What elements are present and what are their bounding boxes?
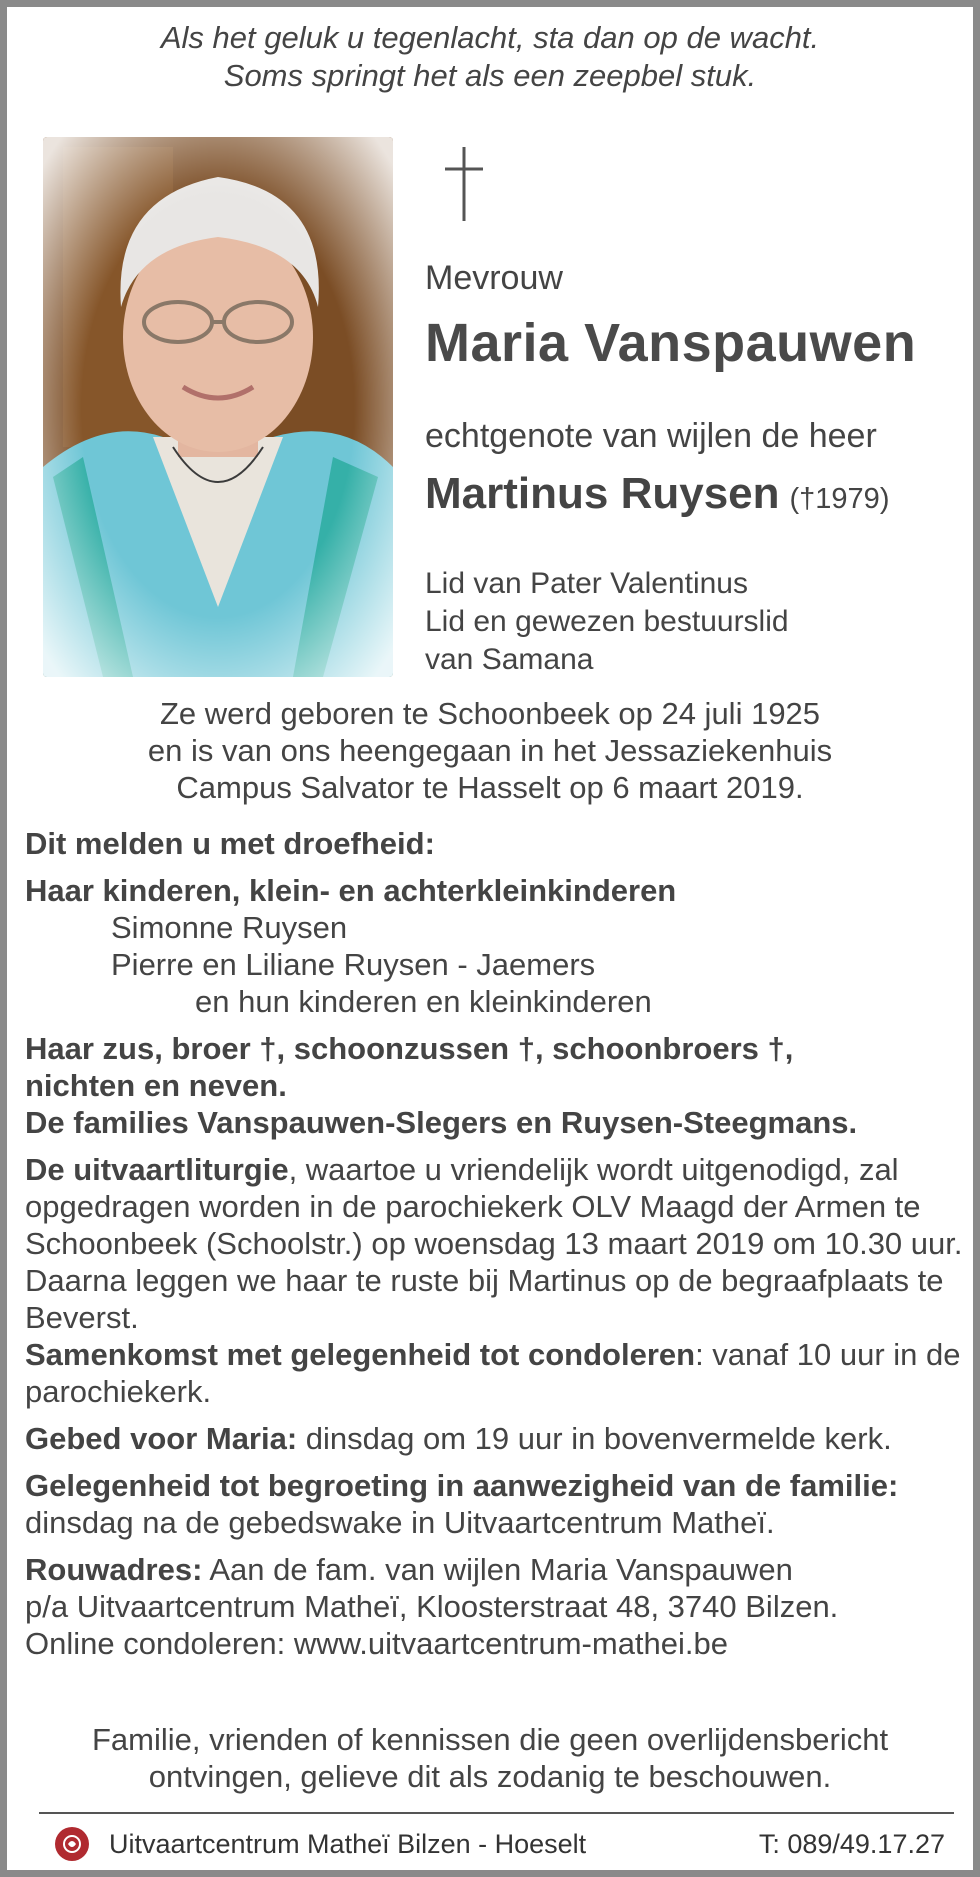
spouse-name: Martinus Ruysen — [425, 469, 780, 518]
birth-line: Ze werd geboren te Schoonbeek op 24 juli 1925 — [159, 696, 821, 731]
grandchildren-line: en hun kinderen en kleinkinderen — [195, 984, 652, 1019]
child-name: Simonne Ruysen — [111, 910, 348, 945]
footer-divider — [39, 1812, 954, 1814]
children-heading: Haar kinderen, klein- en achterkleinkinderen — [25, 873, 677, 908]
family-line: nichten en neven. — [25, 1068, 287, 1103]
portrait-photo — [43, 137, 393, 677]
membership-line: Lid en gewezen bestuurslid — [425, 605, 789, 638]
funeral-lead: De uitvaartliturgie — [25, 1152, 289, 1187]
prayer-text: dinsdag om 19 uur in bovenvermelde kerk. — [297, 1421, 892, 1456]
closing-line: Familie, vrienden of kennissen die geen overlijdensbericht — [91, 1722, 889, 1757]
prayer-paragraph — [25, 1420, 965, 1457]
prayer-lead: Gebed voor Maria: — [25, 1421, 298, 1456]
memberships — [425, 565, 789, 679]
funeral-paragraph — [25, 1151, 965, 1336]
spouse-line — [425, 469, 889, 519]
spouse-year: (†1979) — [789, 483, 890, 515]
deceased-name: Maria Vanspauwen — [425, 313, 917, 373]
quote-line-2: Soms springt het als een zeepbel stuk. — [223, 58, 757, 93]
rose-logo-icon — [55, 1827, 89, 1861]
footer — [55, 1825, 955, 1863]
announcement-body — [25, 825, 965, 1662]
address-text: Aan de fam. van wijlen Maria Vanspauwen — [202, 1552, 793, 1587]
family-line: Haar zus, broer †, schoonzussen †, schoonbroers †, — [25, 1031, 794, 1066]
address-lead: Rouwadres: — [25, 1552, 203, 1587]
condolence-lead: Samenkomst met gelegenheid tot condoleren — [25, 1337, 696, 1372]
condolence-text: : vanaf 10 uur in de parochiekerk. — [25, 1337, 961, 1409]
membership-line: Lid van Pater Valentinus — [425, 567, 748, 600]
family-line: De families Vanspauwen-Slegers en Ruysen-Steegmans. — [25, 1105, 858, 1140]
closing-note — [7, 1721, 973, 1795]
deceased-title: Mevrouw — [425, 259, 563, 297]
death-place-line: Campus Salvator te Hasselt op 6 maart 2019. — [176, 770, 804, 805]
online-condolence-line: Online condoleren: www.uitvaartcentrum-mathei.be — [25, 1626, 729, 1661]
address-line — [25, 1551, 965, 1588]
spouse-label: echtgenote van wijlen de heer — [425, 417, 877, 455]
condolence-paragraph — [25, 1336, 965, 1410]
quote-line-1: Als het geluk u tegenlacht, sta dan op de wacht. — [160, 20, 820, 55]
opening-quote — [7, 19, 973, 95]
funeral-home-phone: T: 089/49.17.27 — [758, 1829, 945, 1859]
announce-heading: Dit melden u met droefheid: — [25, 826, 435, 861]
birth-death-info — [7, 695, 973, 806]
closing-line: ontvingen, gelieve dit als zodanig te beschouwen. — [148, 1759, 832, 1794]
photo-vignette — [43, 137, 393, 677]
death-line: en is van ons heengegaan in het Jessaziekenhuis — [147, 733, 833, 768]
child-name: Pierre en Liliane Ruysen - Jaemers — [111, 947, 596, 982]
funeral-home-name: Uitvaartcentrum Matheï Bilzen - Hoeselt — [109, 1829, 587, 1859]
membership-line: van Samana — [425, 643, 594, 676]
visit-text: dinsdag na de gebedswake in Uitvaartcentrum Matheï. — [25, 1505, 775, 1540]
visit-lead: Gelegenheid tot begroeting in aanwezigheid van de familie: — [25, 1468, 899, 1503]
address-line: p/a Uitvaartcentrum Matheï, Kloosterstraat 48, 3740 Bilzen. — [25, 1589, 839, 1624]
funeral-text: , waartoe u vriendelijk wordt uitgenodigd, zal opgedragen worden in de parochiekerk OLV Maagd der Armen te Schoonbeek (Schoolstr.) op woensdag 13 maart 2019 om 10.30 uur. Daarna leggen we haar te ruste bij Martinus op de begraafplaats te Beverst. — [25, 1152, 963, 1335]
cross-icon — [439, 145, 489, 223]
